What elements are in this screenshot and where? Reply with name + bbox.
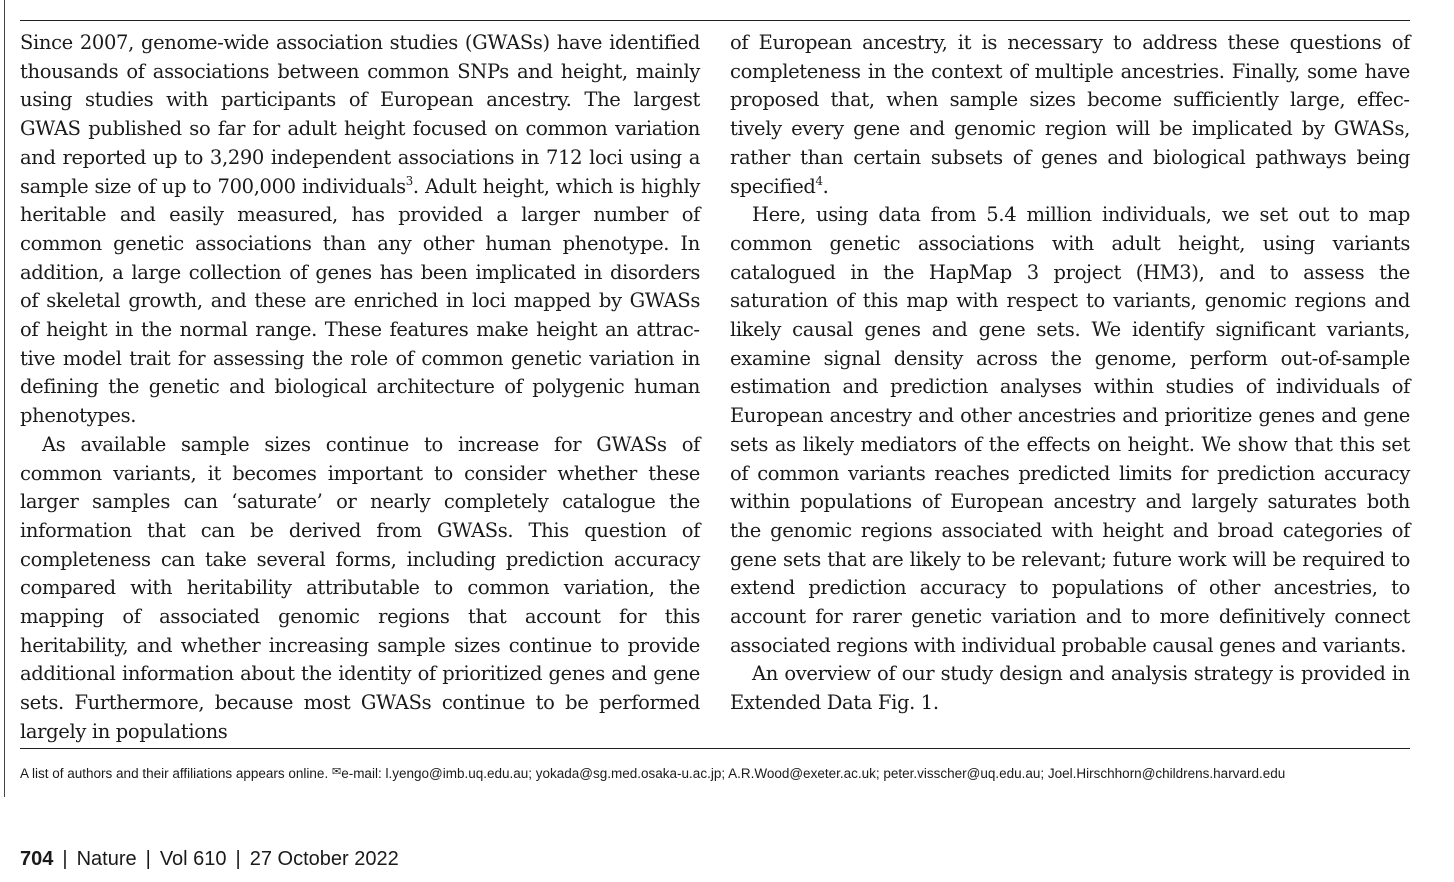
top-rule xyxy=(20,20,1410,21)
footnote-rule xyxy=(20,748,1410,749)
paragraph-saturation: As available sample sizes continue to increase for GWASs of common variants, it becomes important to consider whether these larger samples can ‘saturate’ or nearly completely catalogue the information that can be derived from GWASs. This question of completeness can take several forms, including prediction accuracy compared with heritability attributable to common variation, the mapping of associated genomic regions that account for this heritability, and whether increasing sample sizes continue to provide additional information about the identity of prioritized genes and gene sets. Furthermore, because most GWASs continue to be performed largely in populations xyxy=(20,432,700,743)
article-body xyxy=(20,29,1410,743)
paragraph-overview: An overview of our study design and analysis strategy is provided in Extended Data Fig. 1. xyxy=(730,662,1410,715)
footer-separator: | xyxy=(145,848,151,870)
email-addresses[interactable]: l.yengo@imb.uq.edu.au; yokada@sg.med.osaka-u.ac.jp; A.R.Wood@exeter.ac.uk; peter.visscher@uq.edu.au; Joel.Hirschhorn@childrens.harvard.edu xyxy=(385,766,1286,781)
journal-name: Nature xyxy=(76,848,137,870)
left-column xyxy=(20,29,700,747)
left-margin-rule xyxy=(4,0,5,797)
reference-4[interactable]: 4 xyxy=(815,173,823,188)
email-label: e-mail: xyxy=(341,766,382,781)
paragraph-completeness: of European ancestry, it is necessary to address these questions of completeness in the context of multiple ancestries. Finally, some have proposed that, when sample sizes become sufficiently large, effectively every gene and genomic region will be implicated by GWASs, rather than certain subsets of genes and biological pathways being specified$^4$. xyxy=(730,31,1410,198)
footer-separator: | xyxy=(235,848,241,870)
page-footer xyxy=(20,846,399,872)
authors-note: A list of authors and their affiliations appears online. xyxy=(20,766,329,781)
reference-3[interactable]: 3 xyxy=(405,173,413,188)
page-number: 704 xyxy=(20,848,54,870)
right-column xyxy=(730,29,1410,718)
envelope-icon: ✉ xyxy=(331,766,342,778)
author-footnote xyxy=(20,764,1410,782)
paragraph-intro: Since 2007, genome-wide association studies (GWASs) have identified thousands of associations between common SNPs and height, mainly using studies with participants of European ancestry. The largest GWAS published so far for adult height focused on common variation and reported up to 3,290 independent associations in 712 loci using a sample size of up to 700,000 individuals$^3$. Adult height, which is highly heritable and easily measured, has provided a larger number of common genetic associations than any other human phenotype. In addition, a large collection of genes has been implicated in disorders of skeletal growth, and these are enriched in loci mapped by GWASs of height in the normal range. These features make height an attractive model trait for assessing the role of common genetic variation in defining the genetic and biological architecture of polygenic human phenotypes. xyxy=(20,31,700,428)
footer-separator: | xyxy=(62,848,68,870)
volume: Vol 610 xyxy=(159,848,227,870)
issue-date: 27 October 2022 xyxy=(249,848,399,870)
paragraph-study-aims: Here, using data from 5.4 million individuals, we set out to map common genetic associations with adult height, using variants catalogued in the HapMap 3 project (HM3), and to assess the saturation of this map with respect to variants, genomic regions and likely causal genes and gene sets. We identify significant variants, examine signal density across the genome, perform out-of-sample estimation and prediction analyses within studies of individuals of European ancestry and other ancestries and prioritize genes and gene sets as likely mediators of the effects on height. We show that this set of common variants reaches predicted limits for prediction accuracy within populations of European ancestry and largely saturates both the genomic regions associated with height and broad categories of gene sets that are likely to be relevant; future work will be required to extend prediction accuracy to populations of other ancestries, to account for rarer genetic variation and to more definitively connect associated regions with individual probable causal genes and variants. xyxy=(730,203,1410,657)
